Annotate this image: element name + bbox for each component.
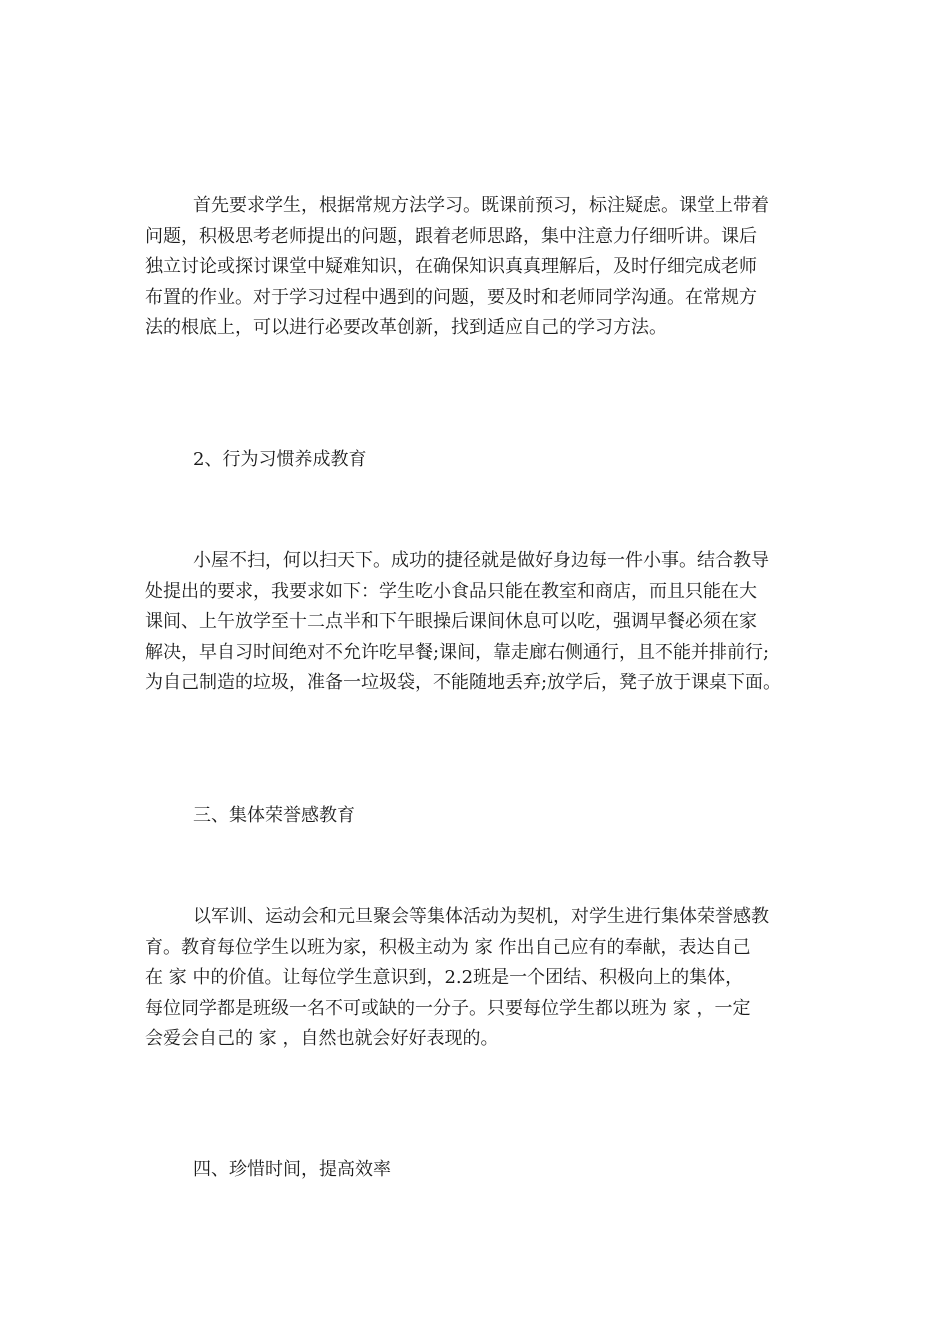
paragraph-line: 为自己制造的垃圾，准备一垃圾袋，不能随地丢弃;放学后，凳子放于课桌下面。 xyxy=(145,672,782,693)
section-heading-time-efficiency: 四、珍惜时间，提高效率 xyxy=(193,1159,391,1180)
paragraph-line: 首先要求学生，根据常规方法学习。既课前预习，标注疑虑。课堂上带着 xyxy=(193,195,769,216)
paragraph-line: 问题，积极思考老师提出的问题，跟着老师思路，集中注意力仔细听讲。课后 xyxy=(145,225,757,247)
paragraph-study-method xyxy=(145,191,825,344)
paragraph-line: 处提出的要求，我要求如下：学生吃小食品只能在教室和商店，而且只能在大 xyxy=(145,580,757,602)
section-heading-collective-honor: 三、集体荣誉感教育 xyxy=(193,805,355,826)
paragraph-line: 在 家 中的价值。让每位学生意识到，2.2班是一个团结、积极向上的集体， xyxy=(145,967,744,988)
paragraph-behavior xyxy=(145,546,825,699)
paragraph-collective-honor xyxy=(145,902,825,1055)
paragraph-line: 独立讨论或探讨课堂中疑难知识，在确保知识真真理解后，及时仔细完成老师 xyxy=(145,256,757,277)
paragraph-line: 布置的作业。对于学习过程中遇到的问题，要及时和老师同学沟通。在常规方 xyxy=(145,286,757,308)
paragraph-line: 小屋不扫，何以扫天下。成功的捷径就是做好身边每一件小事。结合教导 xyxy=(193,550,769,571)
paragraph-line: 每位同学都是班级一名不可或缺的一分子。只要每位学生都以班为 家 ，一定 xyxy=(145,997,751,1019)
paragraph-line: 会爱会自己的 家 ，自然也就会好好表现的。 xyxy=(145,1028,499,1049)
paragraph-line: 育。教育每位学生以班为家，积极主动为 家 作出自己应有的奉献，表达自己 xyxy=(145,936,751,958)
paragraph-line: 课间、上午放学至十二点半和下午眼操后课间休息可以吃，强调早餐必须在家 xyxy=(145,611,757,632)
section-heading-behavior: 2、行为习惯养成教育 xyxy=(193,449,367,470)
paragraph-line: 法的根底上，可以进行必要改革创新，找到适应自己的学习方法。 xyxy=(145,317,667,338)
paragraph-line: 解决，早自习时间绝对不允许吃早餐;课间，靠走廊右侧通行，且不能并排前行; xyxy=(145,641,770,663)
paragraph-line: 以军训、运动会和元旦聚会等集体活动为契机，对学生进行集体荣誉感教 xyxy=(193,906,769,927)
